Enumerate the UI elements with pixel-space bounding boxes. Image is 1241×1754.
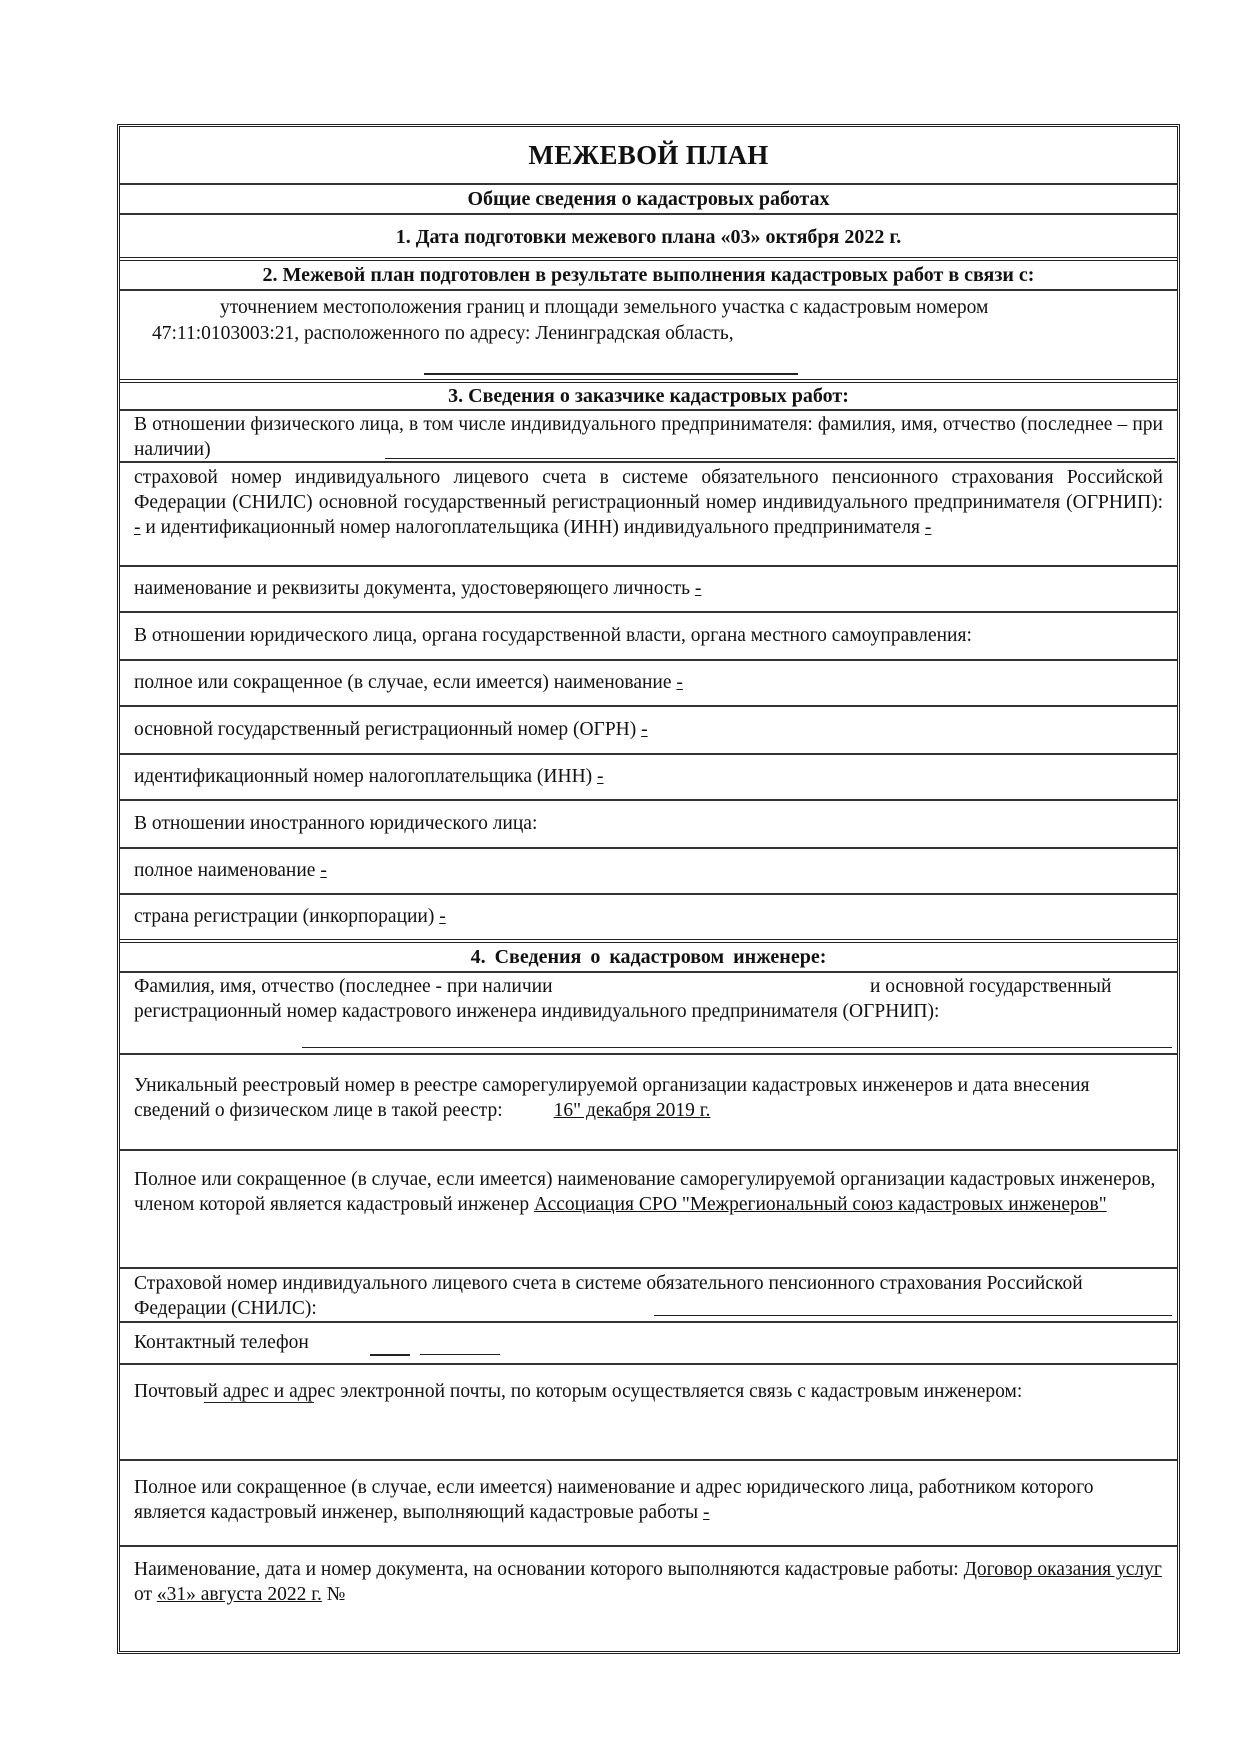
customer-ogrnip-value: - [134,517,141,538]
customer-ogrn-value: - [641,719,648,740]
engineer-ogrnip-label: регистрационный номер кадастрового инженера индивидуального предпринимателя (ОГРНИП): [134,1001,940,1022]
engineer-registry-label: Уникальный реестровый номер в реестре саморегулируемой организации кадастровых инженеров и дата внесения сведений о физическом лице в такой реестр: [134,1075,1090,1121]
customer-snils-text [120,463,1177,540]
customer-id-doc-value: - [694,578,702,599]
customer-country-row [120,895,1177,943]
engineer-registry [120,1055,1177,1123]
customer-legal-entity-label: В отношении юридического лица, органа государственной власти, органа местного самоуправления: [134,625,972,646]
engineer-phone-label: Контактный телефон [134,1332,309,1353]
engineer-registry-date: 16" декабря 2019 г. [553,1100,711,1121]
customer-country-label: страна регистрации (инкорпорации) [134,906,435,927]
section-3-header-row [120,383,1177,411]
engineer-phone-row [120,1323,1177,1365]
engineer-fio-label: Фамилия, имя, отчество (последнее - при наличии [134,976,553,997]
title-row [120,127,1177,185]
customer-inn-label: и идентификационный номер налогоплательщика (ИНН) индивидуального предпринимателя [145,517,921,538]
customer-foreign-label: В отношении иностранного юридического лица: [134,813,538,834]
customer-inn-label-2: идентификационный номер налогоплательщика (ИНН) [134,766,593,787]
engineer-sro-label: Полное или сокращенное (в случае, если имеется) наименование саморегулируемой организации кадастровых инженеров, членом которой является кадастровый инженер [134,1169,1156,1215]
address-underline [424,373,798,375]
boundary-plan-form [117,124,1180,1654]
customer-individual-row [120,411,1177,463]
engineer-basis-row [120,1547,1177,1651]
engineer-sro-row [120,1151,1177,1269]
customer-inn-row [120,755,1177,801]
engineer-snils-row [120,1269,1177,1323]
customer-foreign-name-value: - [320,860,327,881]
engineer-ogrnip-underline [302,1047,1172,1048]
engineer-mail-underline [204,1402,314,1403]
engineer-basis-date: «31» августа 2022 г. [156,1584,322,1605]
customer-name-value: - [676,672,683,693]
engineer-basis-document: Договор оказания услуг [963,1559,1162,1580]
general-header-row [120,185,1177,215]
customer-snils-row [120,463,1177,567]
general-header: Общие сведения о кадастровых работах [467,188,830,210]
engineer-basis-from: от [134,1584,153,1605]
customer-inn-value-2: - [597,766,604,787]
engineer-basis-label: Наименование, дата и номер документа, на основании которого выполняются кадастровые работы: [134,1559,959,1580]
engineer-employer [120,1461,1177,1525]
section-4-header-row [120,943,1177,973]
customer-inn [120,755,1177,799]
engineer-mail-row [120,1365,1177,1461]
customer-ogrnip-label: основной государственный регистрационный номер индивидуального предпринимателя (ОГРНИП): [318,492,1164,513]
customer-id-doc [120,567,1177,611]
section-2-header: 2. Межевой план подготовлен в результате выполнения кадастровых работ в связи с: [262,264,1035,286]
engineer-ogrn-label: и основной государственный [870,976,1112,997]
engineer-snils-underline [654,1315,1172,1316]
engineer-employer-value: - [703,1502,710,1523]
section-1-row [120,215,1177,261]
engineer-employer-label: Полное или сокращенное (в случае, если имеется) наименование и адрес юридического лица, работником которого является кадастровый инженер, выполняющий кадастровые работы [134,1477,1094,1523]
customer-foreign-name [120,849,1177,893]
customer-foreign-name-label: полное наименование [134,860,316,881]
engineer-registry-row [120,1055,1177,1151]
works-reason-line2: 47:11:0103003:21, расположенного по адресу: Ленинградская область, [152,323,734,344]
section-3-header: 3. Сведения о заказчике кадастровых работ: [448,385,849,407]
customer-foreign-name-row [120,849,1177,895]
customer-ogrn-label: основной государственный регистрационный номер (ОГРН) [134,719,637,740]
customer-fio-underline [385,458,1175,459]
customer-name [120,661,1177,705]
engineer-phone-underline-a [370,1354,410,1356]
engineer-snils-label: Страховой номер индивидуального лицевого счета в системе обязательного пенсионного страхования Российской Федерации (СНИЛС): [134,1273,1083,1319]
customer-name-row [120,661,1177,707]
customer-ogrn [120,707,1177,753]
customer-inn-value: - [924,517,932,538]
section-2-content-row [120,291,1177,383]
section-2-header-row [120,261,1177,291]
engineer-employer-row [120,1461,1177,1547]
customer-id-doc-row [120,567,1177,613]
engineer-phone-underline-b [420,1354,500,1355]
customer-ogrn-row [120,707,1177,755]
customer-individual-fio-label: В отношении физического лица, в том числе индивидуального предпринимателя: фамилия, имя, отчество (последнее – при наличии) [134,414,1163,460]
works-reason-line1: уточнением местоположения границ и площади земельного участка с кадастровым номером [220,297,989,318]
customer-foreign-row [120,801,1177,849]
customer-legal-entity-row [120,613,1177,661]
customer-name-label: полное или сокращенное (в случае, если имеется) наименование [134,672,672,693]
document-title: МЕЖЕВОЙ ПЛАН [528,140,769,170]
section-4-header: 4. Сведения о кадастровом инженере: [470,946,827,968]
customer-id-doc-label: наименование и реквизиты документа, удостоверяющего личность [134,578,691,599]
engineer-sro [120,1151,1177,1217]
engineer-fio-row [120,973,1177,1055]
preparation-date: 1. Дата подготовки межевого плана «03» октября 2022 г. [395,226,902,248]
engineer-mail-label: Почтовый адрес и адрес электронной почты, по которым осуществляется связь с кадастровым инженером: [134,1381,1023,1402]
engineer-basis-number: № [326,1584,346,1605]
customer-country [120,895,1177,939]
customer-snils-label: страховой номер индивидуального лицевого счета в системе обязательного пенсионного страхования Российской Федерации (СНИЛС) [134,467,1163,513]
engineer-sro-name: Ассоциация СРО "Межрегиональный союз кадастровых инженеров" [533,1194,1107,1215]
customer-country-value: - [439,906,446,927]
engineer-basis [120,1547,1177,1607]
